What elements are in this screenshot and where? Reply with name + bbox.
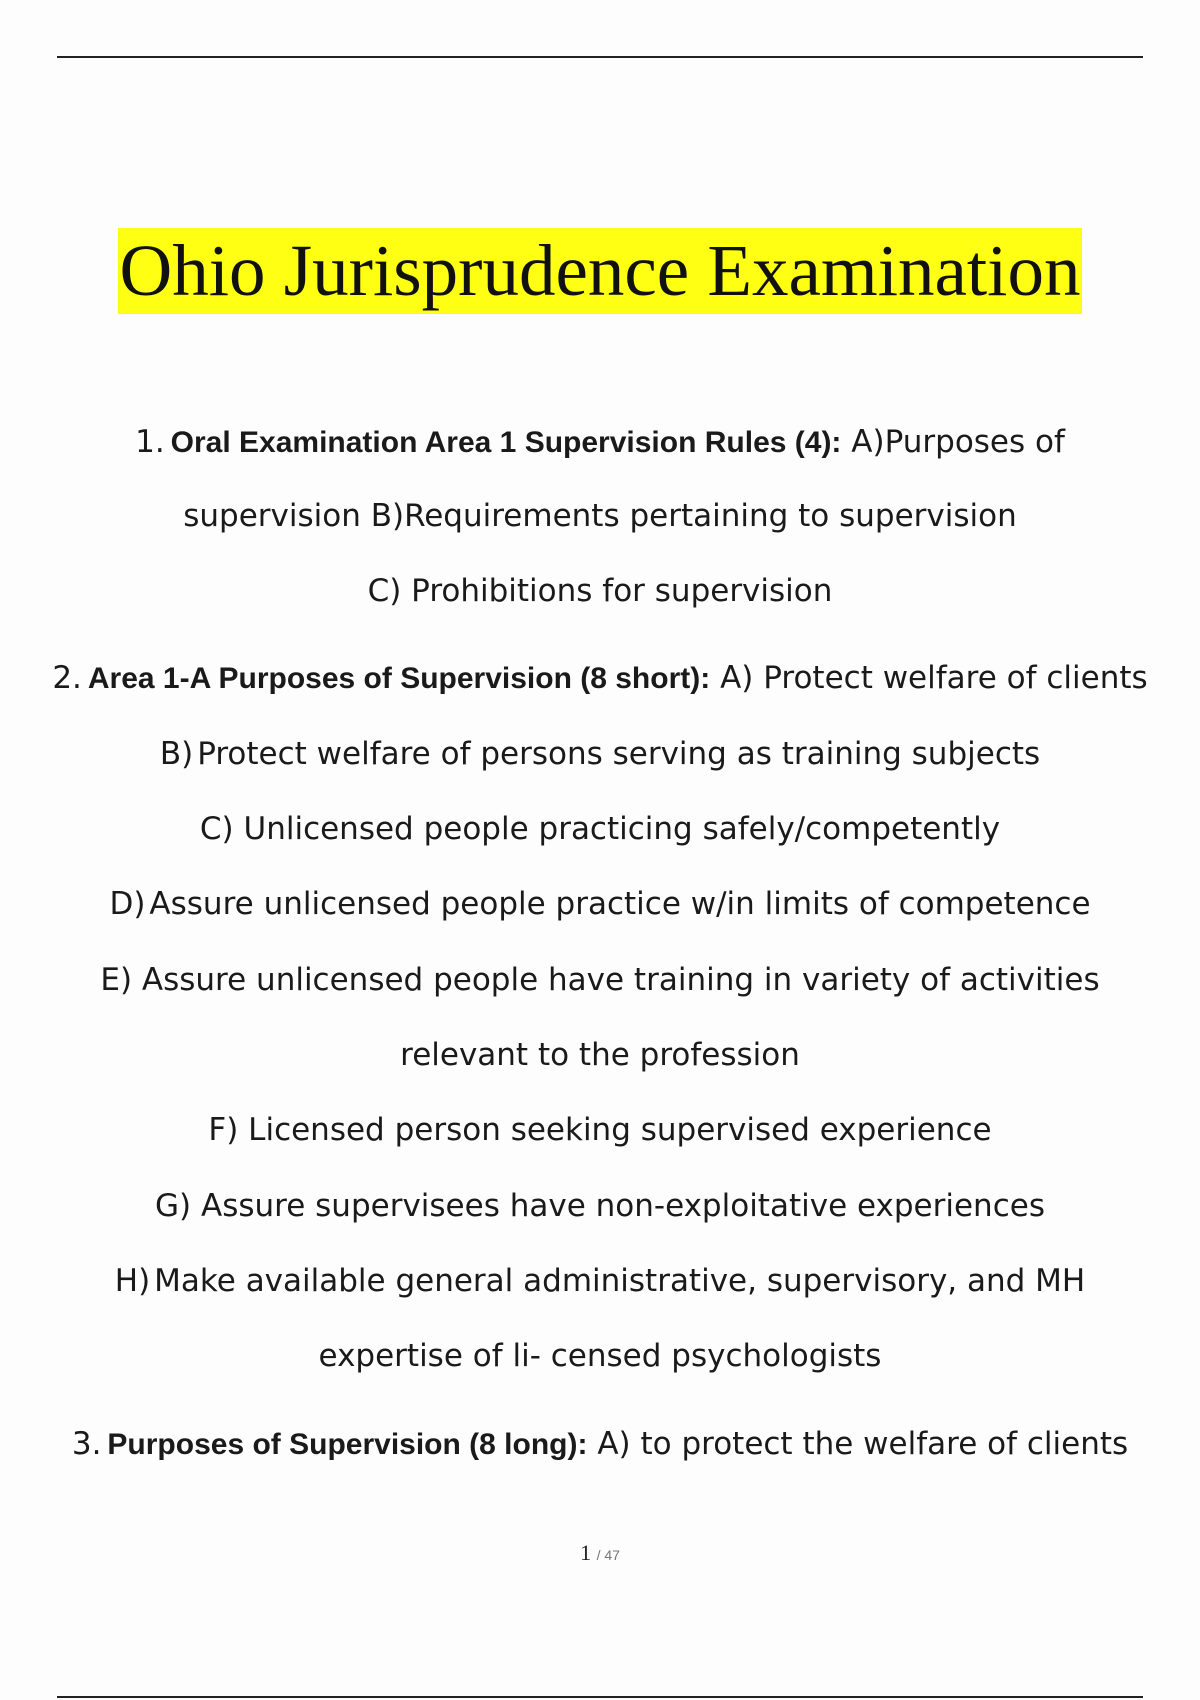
item-letter: D) xyxy=(109,886,146,922)
item-heading: Oral Examination Area 1 Supervision Rules (4): xyxy=(170,426,842,459)
item-text: C) Prohibitions for supervision xyxy=(367,573,833,609)
item-2-line-3 xyxy=(0,809,1200,849)
item-heading: Purposes of Supervision (8 long): xyxy=(107,1428,588,1461)
item-1-line-3 xyxy=(0,571,1200,611)
item-text: Make available general administrative, supervisory, and MH xyxy=(154,1263,1086,1299)
item-2-line-2 xyxy=(0,734,1200,774)
item-text: A)Purposes of xyxy=(851,424,1065,460)
item-text: E) Assure unlicensed people have training in variety of activities xyxy=(100,962,1100,998)
item-text: F) Licensed person seeking supervised experience xyxy=(208,1112,992,1148)
item-2-line-4 xyxy=(0,884,1200,924)
item-text: C) Unlicensed people practicing safely/competently xyxy=(199,811,1001,847)
item-number: 3. xyxy=(71,1426,102,1462)
item-2-line-6 xyxy=(0,1035,1200,1075)
bottom-rule xyxy=(57,1696,1143,1698)
item-text: relevant to the profession xyxy=(400,1037,800,1073)
item-text: Protect welfare of persons serving as training subjects xyxy=(197,736,1041,772)
item-2-line-10 xyxy=(0,1336,1200,1376)
item-text: Assure unlicensed people practice w/in limits of competence xyxy=(149,886,1091,922)
item-1-line-2 xyxy=(0,496,1200,536)
item-2-line-8 xyxy=(0,1186,1200,1226)
item-text: G) Assure supervisees have non-exploitative experiences xyxy=(155,1188,1045,1224)
page-number xyxy=(0,1540,1200,1566)
item-3-line-1 xyxy=(0,1424,1200,1465)
item-heading: Area 1-A Purposes of Supervision (8 short): xyxy=(87,662,711,695)
top-rule xyxy=(57,56,1143,58)
page-total: / 47 xyxy=(596,1547,620,1563)
item-letter: B) xyxy=(159,736,194,772)
item-text: supervision B)Requirements pertaining to supervision xyxy=(183,498,1017,534)
title-block xyxy=(0,228,1200,314)
item-2-line-1 xyxy=(0,658,1200,699)
page-current: 1 xyxy=(580,1540,592,1565)
item-text: expertise of li- censed psychologists xyxy=(318,1338,882,1374)
item-2-line-5 xyxy=(0,960,1200,1000)
item-text: A) Protect welfare of clients xyxy=(720,660,1148,696)
document-title: Ohio Jurisprudence Examination xyxy=(118,228,1083,314)
item-number: 2. xyxy=(52,660,82,696)
item-number: 1. xyxy=(135,424,165,460)
item-2-line-9 xyxy=(0,1261,1200,1301)
item-letter: H) xyxy=(114,1263,151,1299)
item-1-line-1 xyxy=(0,422,1200,463)
item-2-line-7 xyxy=(0,1110,1200,1150)
item-text: A) to protect the welfare of clients xyxy=(597,1426,1129,1462)
